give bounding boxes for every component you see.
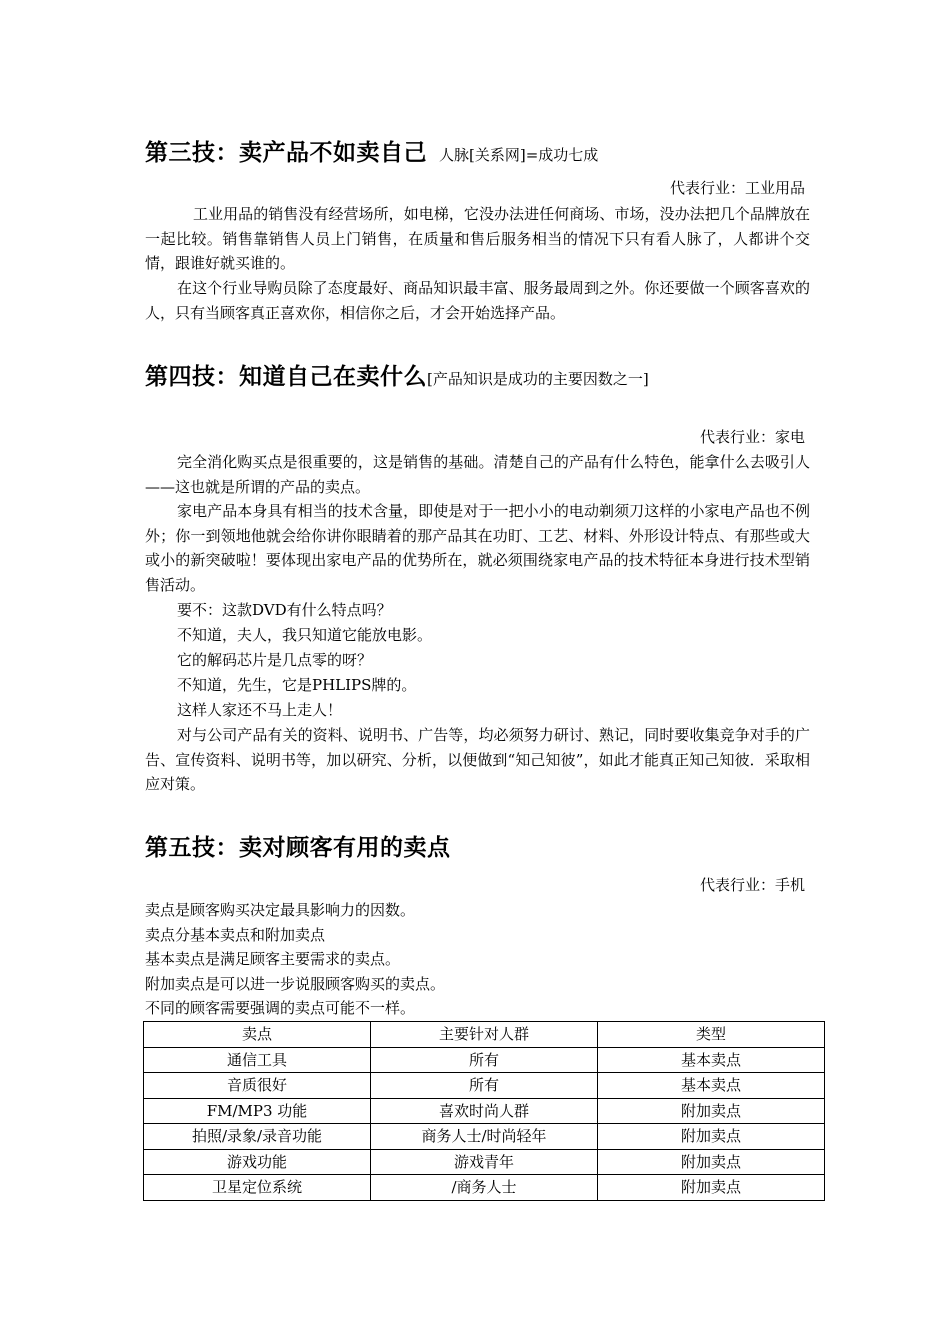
section4-paragraph-2: 家电产品本身具有相当的技术含量，即使是对于一把小小的电动剃须刀这样的小家电产品也不例外；你一到领地他就会给你讲你眼睛着的那产品其在功盯、工艺、材料、外形设计特点、有那些或大或小的新突破啦！要体现出家电产品的优势所在，就必须围绕家电产品的技术特征本身进行技术型销售活动。 (145, 502, 810, 594)
dialogue-line: 不知道，先生，它是PHLIPS牌的。 (177, 676, 417, 694)
table-header-cell: 卖点 (144, 1022, 371, 1048)
dialogue-line: 它的解码芯片是几点零的呀？ (177, 651, 373, 669)
table-cell: 游戏功能 (144, 1149, 371, 1175)
selling-point-line: 卖点分基本卖点和附加卖点 (145, 926, 326, 944)
section4-subtitle: [产品知识是成功的主要因数之一] (427, 370, 649, 388)
section3-paragraph-2: 在这个行业导购员除了态度最好、商品知识最丰富、服务最周到之外。你还要做一个顾客喜欢的人，只有当顾客真正喜欢你，相信你之后，才会开始选择产品。 (145, 279, 810, 322)
table-cell: 基本卖点 (598, 1047, 825, 1073)
section4-heading (145, 362, 649, 394)
section4-closing-paragraph: 对与公司产品有关的资料、说明书、广告等，均必须努力研讨、熟记，同时要收集竞争对手的广告、宣传资料、说明书等，加以研究、分析，以便做到“知己知彼”，如此才能真正知己知彼．采取相应对策。 (145, 726, 810, 793)
table-cell: 附加卖点 (598, 1124, 825, 1150)
section3-heading (145, 138, 598, 170)
selling-point-line: 附加卖点是可以进一步说服顾客购买的卖点。 (145, 975, 446, 993)
table-cell: 所有 (371, 1073, 598, 1099)
table-header-cell: 类型 (598, 1022, 825, 1048)
table-cell: 附加卖点 (598, 1098, 825, 1124)
table-cell: 卫星定位系统 (144, 1175, 371, 1201)
section4-paragraph-1: 完全消化购买点是很重要的，这是销售的基础。清楚自己的产品有什么特色，能拿什么去吸引人——这也就是所谓的产品的卖点。 (145, 453, 810, 496)
section4-industry: 代表行业：家电 (699, 428, 805, 446)
table-header-row (144, 1022, 825, 1048)
section3-industry: 代表行业：工业用品 (669, 179, 805, 197)
table-cell: /商务人士 (371, 1175, 598, 1201)
section5-heading (145, 833, 451, 863)
table-cell: 基本卖点 (598, 1073, 825, 1099)
selling-point-line: 基本卖点是满足顾客主要需求的卖点。 (145, 950, 401, 968)
table-cell: 音质很好 (144, 1073, 371, 1099)
selling-point-line: 不同的顾客需要强调的卖点可能不一样。 (145, 999, 416, 1017)
table-row (144, 1098, 825, 1124)
dialogue-line: 不知道，夫人，我只知道它能放电影。 (177, 626, 433, 644)
table-cell: FM/MP3 功能 (144, 1098, 371, 1124)
dialogue-line: 这样人家还不马上走人！ (177, 701, 343, 719)
table-row (144, 1149, 825, 1175)
selling-point-line: 卖点是顾客购买决定最具影响力的因数。 (145, 901, 416, 919)
table-cell: 附加卖点 (598, 1149, 825, 1175)
table-row (144, 1073, 825, 1099)
section3-subtitle: 人脉[关系网]=成功七成 (439, 146, 599, 164)
section4-title: 第四技：知道自己在卖什么 (145, 364, 427, 390)
table-row (144, 1175, 825, 1201)
table-cell: 拍照/录象/录音功能 (144, 1124, 371, 1150)
table-row (144, 1124, 825, 1150)
section5-title: 第五技：卖对顾客有用的卖点 (145, 835, 451, 861)
section3-title: 第三技：卖产品不如卖自己 (145, 140, 427, 166)
table-cell: 附加卖点 (598, 1175, 825, 1201)
table-cell: 喜欢时尚人群 (371, 1098, 598, 1124)
table-row (144, 1047, 825, 1073)
table-cell: 通信工具 (144, 1047, 371, 1073)
table-header-cell: 主要针对人群 (371, 1022, 598, 1048)
section3-paragraph-1: 工业用品的销售没有经营场所，如电梯，它没办法进任何商场、市场，没办法把几个品牌放在一起比较。销售靠销售人员上门销售，在质量和售后服务相当的情况下只有看人脉了，人都讲个交情，跟谁好就买谁的。 (145, 205, 810, 272)
table-cell: 商务人士/时尚轻年 (371, 1124, 598, 1150)
table-cell: 所有 (371, 1047, 598, 1073)
dialogue-line: 要不：这款DVD有什么特点吗？ (177, 601, 392, 619)
table-cell: 游戏青年 (371, 1149, 598, 1175)
selling-points-table (143, 1021, 825, 1201)
section5-industry: 代表行业：手机 (699, 876, 805, 894)
